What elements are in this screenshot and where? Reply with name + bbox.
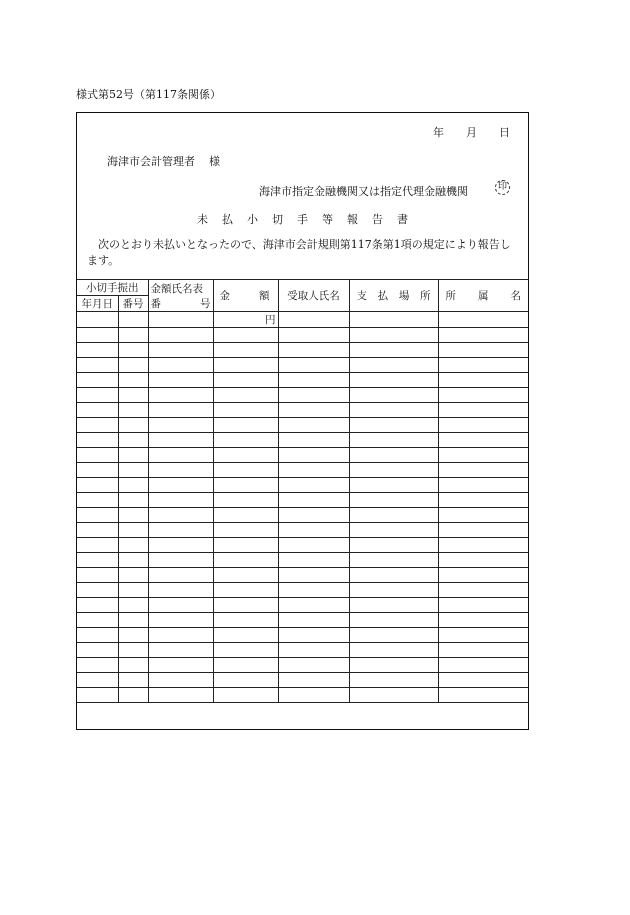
header-payment-place [349,280,438,312]
cell-payment-place[interactable] [349,658,438,673]
cell-payment-place[interactable] [349,598,438,613]
cell-payment-place[interactable] [349,493,438,508]
document-title: 未払小切手等報告書 [197,213,422,226]
cell-department[interactable] [438,673,528,688]
cell-amount[interactable] [213,478,278,493]
header-check-issued: 小切手振出 [77,280,148,296]
cell-payee[interactable] [278,523,349,538]
cell-department[interactable] [438,658,528,673]
table-row [77,583,528,598]
cell-account-number[interactable] [148,598,213,613]
cell-department[interactable] [438,373,528,388]
table-row [77,628,528,643]
cell-department[interactable] [438,598,528,613]
cell-account-number[interactable] [148,373,213,388]
cell-amount[interactable] [213,493,278,508]
cell-department[interactable] [438,403,528,418]
cell-amount[interactable] [213,568,278,583]
cell-check-number[interactable] [118,358,148,373]
table-row [77,598,528,613]
cell-account-number[interactable] [148,568,213,583]
cell-payee[interactable] [278,688,349,703]
cell-check-number[interactable] [118,403,148,418]
cell-issue-date[interactable] [77,403,118,418]
table-row [77,688,528,703]
payplace-char-4: 所 [419,290,431,302]
cell-account-number[interactable] [148,658,213,673]
cell-account-number[interactable] [148,493,213,508]
cell-account-number[interactable] [148,388,213,403]
cell-issue-date[interactable] [77,312,118,328]
cell-payee[interactable] [278,598,349,613]
cell-payment-place[interactable] [349,478,438,493]
table-row [77,658,528,673]
cell-payment-place[interactable] [349,388,438,403]
header-issue-date: 年月日 [77,296,118,312]
cell-account-number[interactable] [148,628,213,643]
cell-payee[interactable] [278,343,349,358]
cell-department[interactable] [438,343,528,358]
cell-department[interactable] [438,628,528,643]
cell-payment-place[interactable] [349,523,438,538]
cell-payment-place[interactable] [349,358,438,373]
yen-unit: 円 [265,314,276,326]
cell-amount[interactable] [213,523,278,538]
cell-check-number[interactable] [118,328,148,343]
cell-payee[interactable] [278,613,349,628]
report-form [76,112,529,730]
cell-check-number[interactable] [118,583,148,598]
cell-department[interactable] [438,583,528,598]
cell-payee[interactable] [278,358,349,373]
cell-department[interactable] [438,538,528,553]
table-row [77,523,528,538]
cell-check-number[interactable] [118,478,148,493]
cell-payee[interactable] [278,312,349,328]
cell-account-number[interactable] [148,418,213,433]
cell-check-number[interactable] [118,343,148,358]
header-department [438,280,528,312]
cell-issue-date[interactable] [77,463,118,478]
cell-check-number[interactable] [118,508,148,523]
cell-amount[interactable] [213,358,278,373]
form-number: 様式第52号（第117条関係） [76,88,221,101]
cell-check-number[interactable] [118,373,148,388]
table-row [77,643,528,658]
cell-payment-place[interactable] [349,688,438,703]
cell-issue-date[interactable] [77,478,118,493]
cell-issue-date[interactable] [77,628,118,643]
cell-payment-place[interactable] [349,373,438,388]
cell-issue-date[interactable] [77,328,118,343]
table-row [77,613,528,628]
table-row [77,553,528,568]
cell-check-number[interactable] [118,493,148,508]
cell-department[interactable] [438,478,528,493]
addressee-name: 海津市会計管理者 [107,155,195,168]
cell-account-number[interactable] [148,478,213,493]
cell-issue-date[interactable] [77,343,118,358]
cell-amount[interactable] [213,508,278,523]
cell-account-number[interactable] [148,583,213,598]
table-row [77,538,528,553]
cell-payment-place[interactable] [349,553,438,568]
cell-department[interactable] [438,493,528,508]
cell-department[interactable] [438,508,528,523]
cell-issue-date[interactable] [77,568,118,583]
cell-check-number[interactable] [118,568,148,583]
cell-issue-date[interactable] [77,523,118,538]
table-row [77,358,528,373]
cell-account-number[interactable] [148,643,213,658]
cell-issue-date[interactable] [77,418,118,433]
cell-payment-place[interactable] [349,343,438,358]
cell-payment-place[interactable] [349,448,438,463]
cell-amount[interactable] [213,553,278,568]
cell-issue-date[interactable] [77,613,118,628]
year-label: 年 [433,126,444,139]
cell-account-number[interactable] [148,448,213,463]
cell-payee[interactable] [278,418,349,433]
header-payee: 受取人氏名 [278,280,349,312]
cell-check-number[interactable] [118,433,148,448]
cell-issue-date[interactable] [77,433,118,448]
cell-payee[interactable] [278,673,349,688]
cell-payment-place[interactable] [349,538,438,553]
header-account-number [148,280,213,312]
cell-payment-place[interactable] [349,418,438,433]
cell-amount[interactable] [213,628,278,643]
cell-amount[interactable] [213,312,278,328]
cell-payment-place[interactable] [349,643,438,658]
cell-payee[interactable] [278,553,349,568]
cell-account-number[interactable] [148,463,213,478]
cell-payment-place[interactable] [349,508,438,523]
cell-payment-place[interactable] [349,433,438,448]
table-row [77,448,528,463]
cell-account-number[interactable] [148,538,213,553]
dept-char-1: 所 [445,290,456,302]
table-row [77,673,528,688]
cell-issue-date[interactable] [77,643,118,658]
cell-payee[interactable] [278,433,349,448]
cell-payee[interactable] [278,373,349,388]
cell-amount[interactable] [213,328,278,343]
cell-payment-place[interactable] [349,463,438,478]
header-amount-b: 額 [259,290,270,302]
header-account-no-a: 番 [150,298,161,310]
cell-amount[interactable] [213,613,278,628]
cell-amount[interactable] [213,373,278,388]
cell-issue-date[interactable] [77,508,118,523]
cell-payee[interactable] [278,328,349,343]
cell-amount[interactable] [213,538,278,553]
cell-payment-place[interactable] [349,613,438,628]
table-row [77,373,528,388]
cell-account-number[interactable] [148,328,213,343]
cell-amount[interactable] [213,583,278,598]
seal-icon: 印 [495,180,510,195]
payplace-char-2: 払 [377,290,389,302]
cell-payee[interactable] [278,538,349,553]
cell-check-number[interactable] [118,312,148,328]
table-row [77,463,528,478]
cell-check-number[interactable] [118,628,148,643]
cell-department[interactable] [438,328,528,343]
cell-account-number[interactable] [148,523,213,538]
cell-amount[interactable] [213,643,278,658]
table-row [77,328,528,343]
cell-issue-date[interactable] [77,688,118,703]
cell-department[interactable] [438,418,528,433]
cell-payee[interactable] [278,508,349,523]
table-row [77,388,528,403]
cell-issue-date[interactable] [77,373,118,388]
cell-account-number[interactable] [148,688,213,703]
cell-payee[interactable] [278,448,349,463]
cell-department[interactable] [438,358,528,373]
cell-department[interactable] [438,312,528,328]
cell-check-number[interactable] [118,643,148,658]
cell-check-number[interactable] [118,673,148,688]
header-account-line1: 金額氏名表 [150,283,203,295]
payplace-char-1: 支 [356,290,367,302]
cell-payment-place[interactable] [349,628,438,643]
cell-account-number[interactable] [148,508,213,523]
cell-payee[interactable] [278,478,349,493]
table-row [77,343,528,358]
cell-issue-date[interactable] [77,553,118,568]
date-line [433,124,510,140]
table-row [77,478,528,493]
issuer-name: 海津市指定金融機関又は指定代理金融機関 [259,185,468,198]
cell-account-number[interactable] [148,673,213,688]
payplace-char-3: 場 [398,290,410,302]
cell-account-number[interactable] [148,343,213,358]
cell-department[interactable] [438,553,528,568]
dept-char-3: 名 [510,290,521,302]
cell-check-number[interactable] [118,658,148,673]
header-row [77,280,528,296]
month-label: 月 [466,126,477,139]
cell-account-number[interactable] [148,433,213,448]
table-row [77,493,528,508]
cell-payee[interactable] [278,583,349,598]
table-row [77,568,528,583]
addressee [107,153,220,169]
cell-payment-place[interactable] [349,673,438,688]
cell-payment-place[interactable] [349,328,438,343]
cell-check-number[interactable] [118,418,148,433]
dept-char-2: 属 [478,290,489,302]
cell-department[interactable] [438,688,528,703]
header-check-number: 番号 [118,296,148,312]
cell-account-number[interactable] [148,358,213,373]
unpaid-checks-table [77,279,528,703]
cell-issue-date[interactable] [77,448,118,463]
cell-payee[interactable] [278,643,349,658]
cell-account-number[interactable] [148,553,213,568]
cell-payment-place[interactable] [349,568,438,583]
table-row [77,312,528,328]
header-account-no-b: 号 [200,298,211,310]
cell-check-number[interactable] [118,463,148,478]
cell-amount[interactable] [213,688,278,703]
cell-check-number[interactable] [118,598,148,613]
header-amount [213,280,278,312]
cell-payee[interactable] [278,388,349,403]
addressee-honorific: 様 [209,155,220,168]
cell-payee[interactable] [278,493,349,508]
cell-account-number[interactable] [148,312,213,328]
cell-amount[interactable] [213,343,278,358]
cell-payment-place[interactable] [349,583,438,598]
day-label: 日 [499,126,510,139]
cell-issue-date[interactable] [77,358,118,373]
cell-amount[interactable] [213,403,278,418]
cell-account-number[interactable] [148,613,213,628]
cell-check-number[interactable] [118,523,148,538]
cell-payee[interactable] [278,628,349,643]
cell-issue-date[interactable] [77,598,118,613]
body-text: 次のとおり未払いとなったので、海津市会計規則第117条第1項の規定により報告します。 [87,238,511,267]
cell-department[interactable] [438,433,528,448]
cell-department[interactable] [438,448,528,463]
cell-amount[interactable] [213,418,278,433]
cell-check-number[interactable] [118,613,148,628]
cell-payee[interactable] [278,403,349,418]
cell-account-number[interactable] [148,403,213,418]
cell-payee[interactable] [278,568,349,583]
cell-amount[interactable] [213,448,278,463]
cell-payment-place[interactable] [349,403,438,418]
cell-payment-place[interactable] [349,312,438,328]
cell-amount[interactable] [213,433,278,448]
cell-issue-date[interactable] [77,493,118,508]
cell-amount[interactable] [213,598,278,613]
cell-amount[interactable] [213,673,278,688]
cell-department[interactable] [438,463,528,478]
cell-department[interactable] [438,613,528,628]
cell-department[interactable] [438,523,528,538]
cell-check-number[interactable] [118,553,148,568]
table-row [77,508,528,523]
cell-department[interactable] [438,568,528,583]
cell-amount[interactable] [213,388,278,403]
cell-check-number[interactable] [118,448,148,463]
cell-amount[interactable] [213,658,278,673]
cell-check-number[interactable] [118,538,148,553]
cell-check-number[interactable] [118,688,148,703]
cell-issue-date[interactable] [77,583,118,598]
header-amount-a: 金 [219,290,230,302]
cell-check-number[interactable] [118,388,148,403]
table-row [77,403,528,418]
cell-issue-date[interactable] [77,658,118,673]
cell-payee[interactable] [278,658,349,673]
cell-issue-date[interactable] [77,388,118,403]
table-row [77,418,528,433]
cell-amount[interactable] [213,463,278,478]
cell-department[interactable] [438,643,528,658]
cell-payee[interactable] [278,463,349,478]
cell-department[interactable] [438,388,528,403]
cell-issue-date[interactable] [77,538,118,553]
table-row [77,433,528,448]
cell-issue-date[interactable] [77,673,118,688]
